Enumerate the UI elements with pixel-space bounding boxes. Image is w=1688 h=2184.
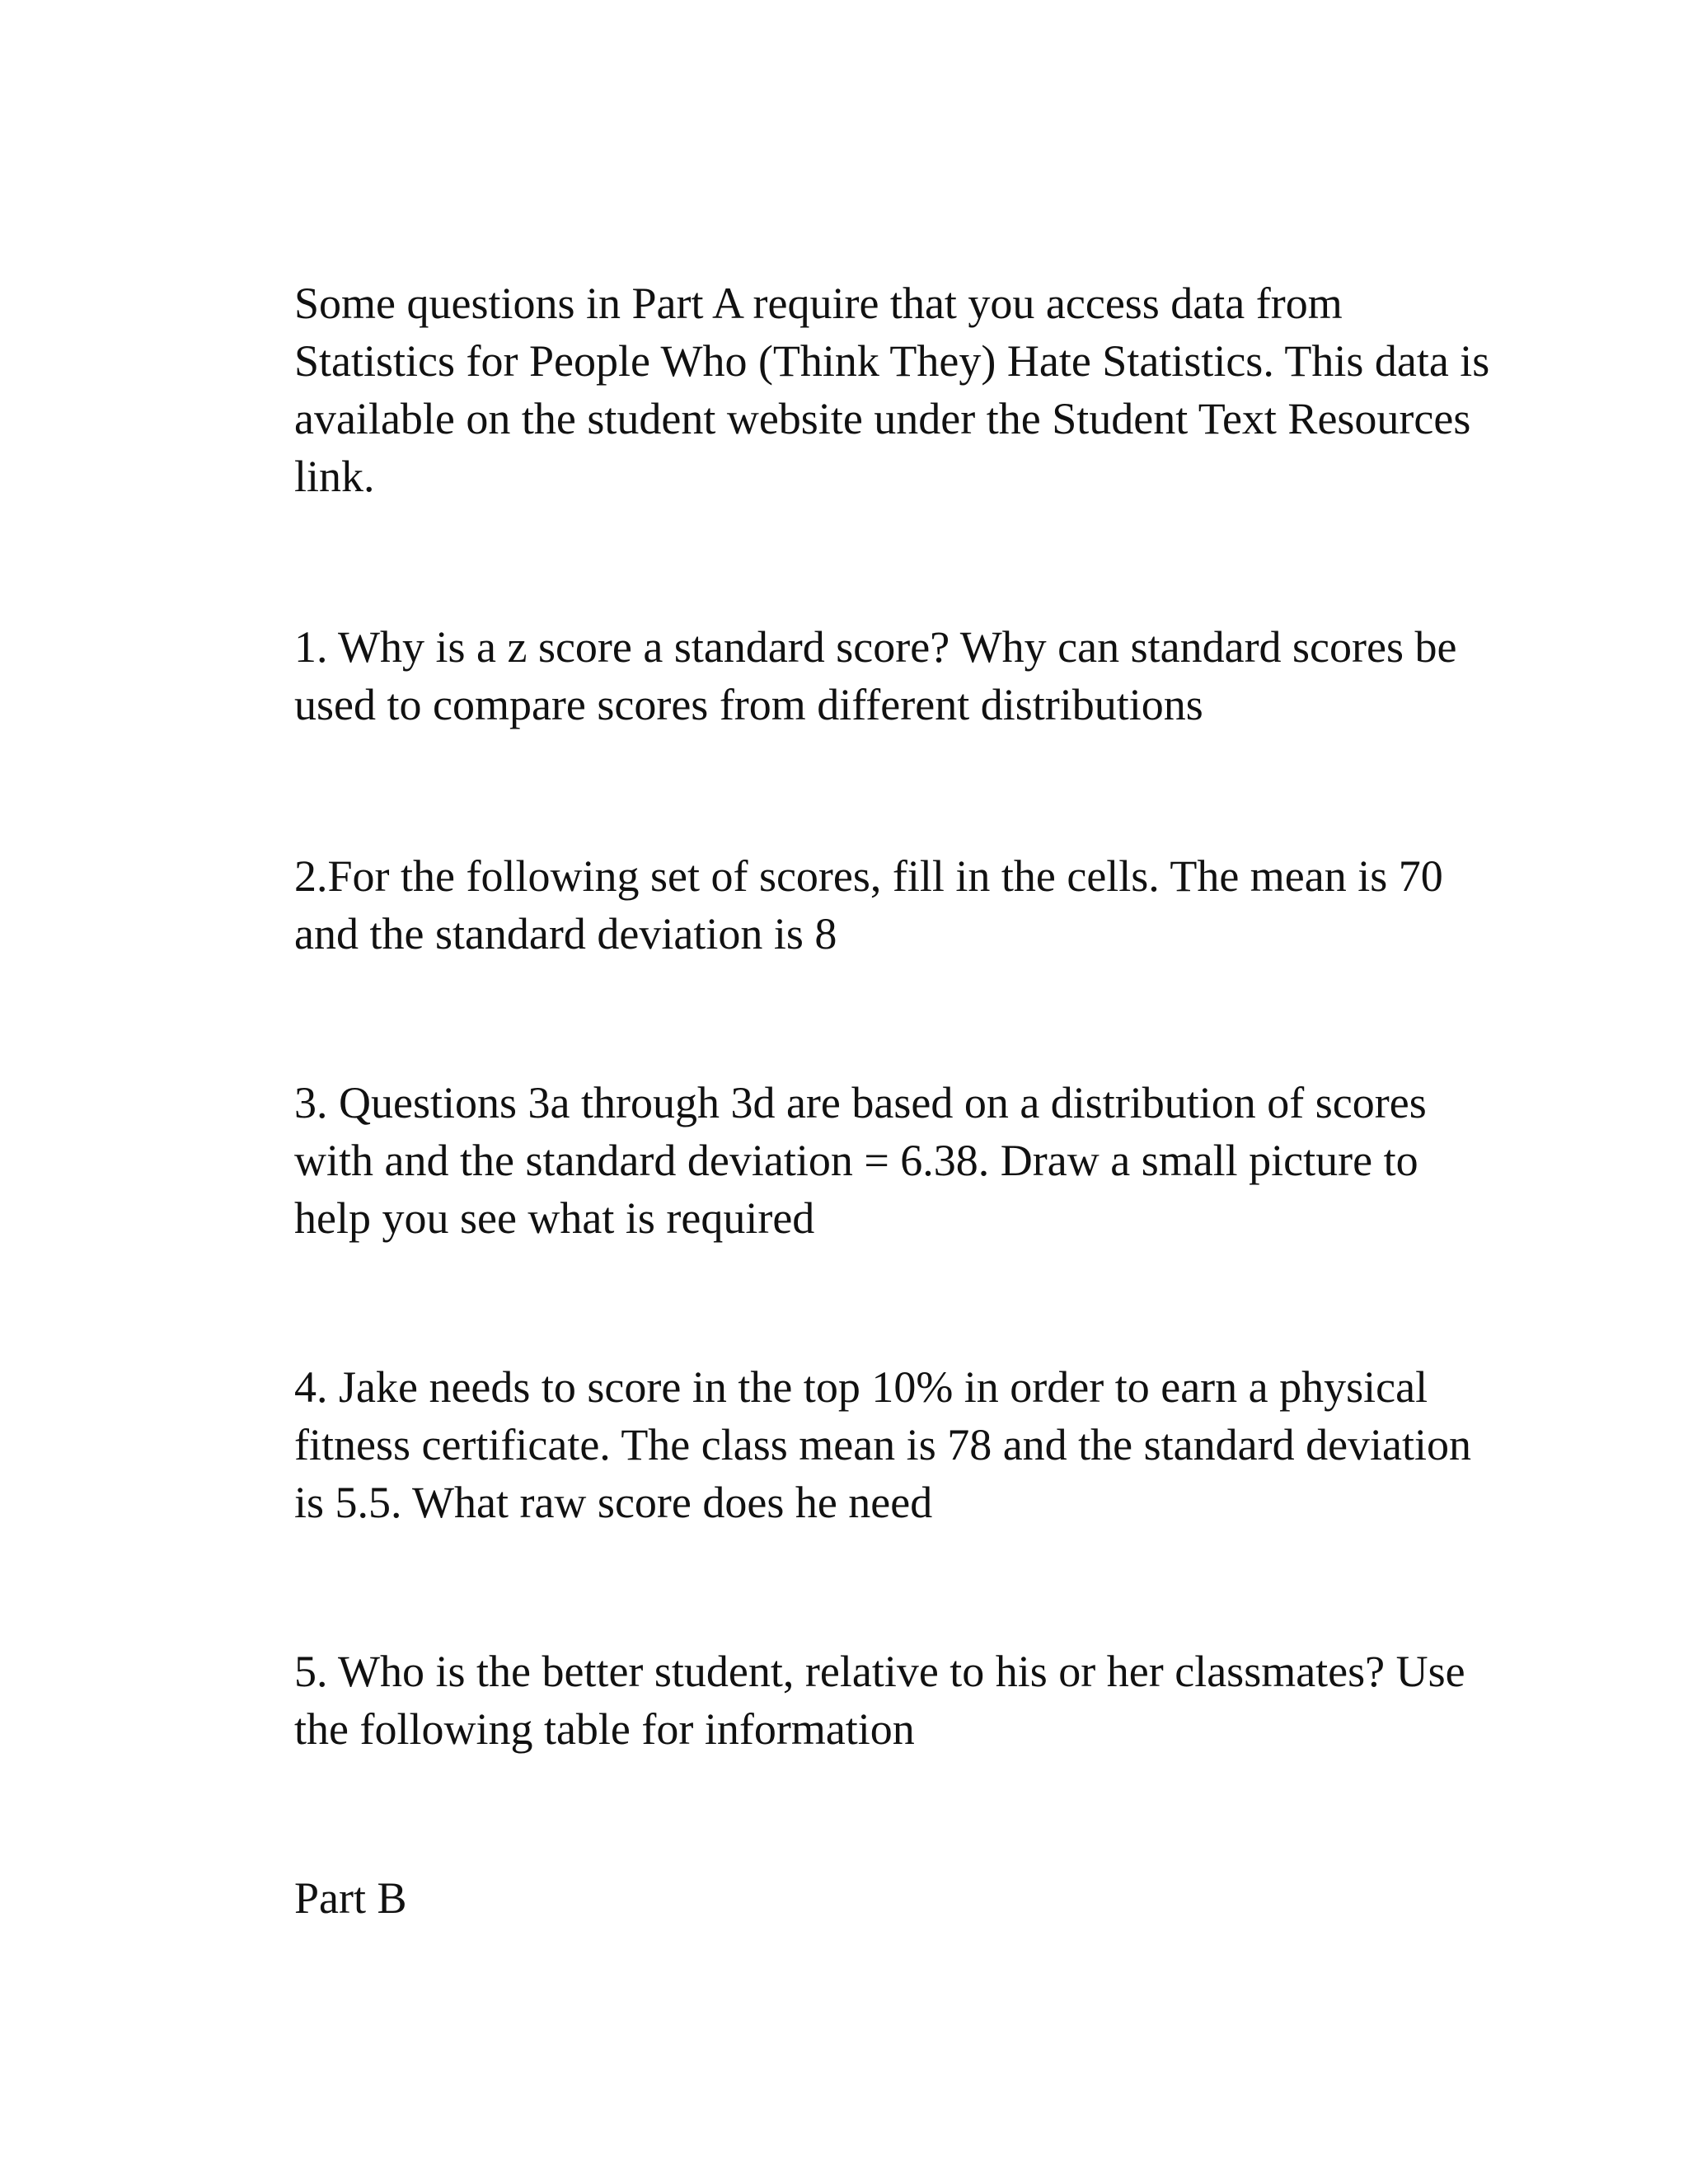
question-2 [294, 847, 1489, 963]
part-b-heading [294, 1869, 1489, 1927]
question-line: the following table for information [294, 1704, 915, 1754]
intro-line: link. [294, 452, 375, 501]
question-line: with and the standard deviation = 6.38. Draw a small picture to [294, 1136, 1418, 1185]
question-line: 1. Why is a z score a standard score? Why can standard scores be [294, 622, 1457, 672]
intro-line: available on the student website under the Student Text Resources [294, 394, 1471, 443]
intro-line: Statistics for People Who (Think They) Hate Statistics. This data is [294, 336, 1490, 386]
question-4 [294, 1358, 1489, 1531]
question-line: 4. Jake needs to score in the top 10% in order to earn a physical [294, 1362, 1428, 1412]
question-line: is 5.5. What raw score does he need [294, 1478, 933, 1527]
question-line: 2.For the following set of scores, fill in the cells. The mean is 70 [294, 851, 1443, 901]
question-line: 3. Questions 3a through 3d are based on a distribution of scores [294, 1078, 1427, 1127]
intro-paragraph [294, 274, 1489, 505]
question-line: help you see what is required [294, 1193, 815, 1243]
question-line: used to compare scores from different distributions [294, 680, 1203, 729]
question-1 [294, 618, 1489, 733]
question-line: and the standard deviation is 8 [294, 909, 837, 958]
question-5 [294, 1643, 1489, 1758]
question-3 [294, 1074, 1489, 1247]
part-b-label: Part B [294, 1873, 407, 1923]
question-line: 5. Who is the better student, relative to his or her classmates? Use [294, 1647, 1465, 1696]
question-line: fitness certificate. The class mean is 78 and the standard deviation [294, 1420, 1472, 1469]
intro-line: Some questions in Part A require that you access data from [294, 279, 1343, 328]
